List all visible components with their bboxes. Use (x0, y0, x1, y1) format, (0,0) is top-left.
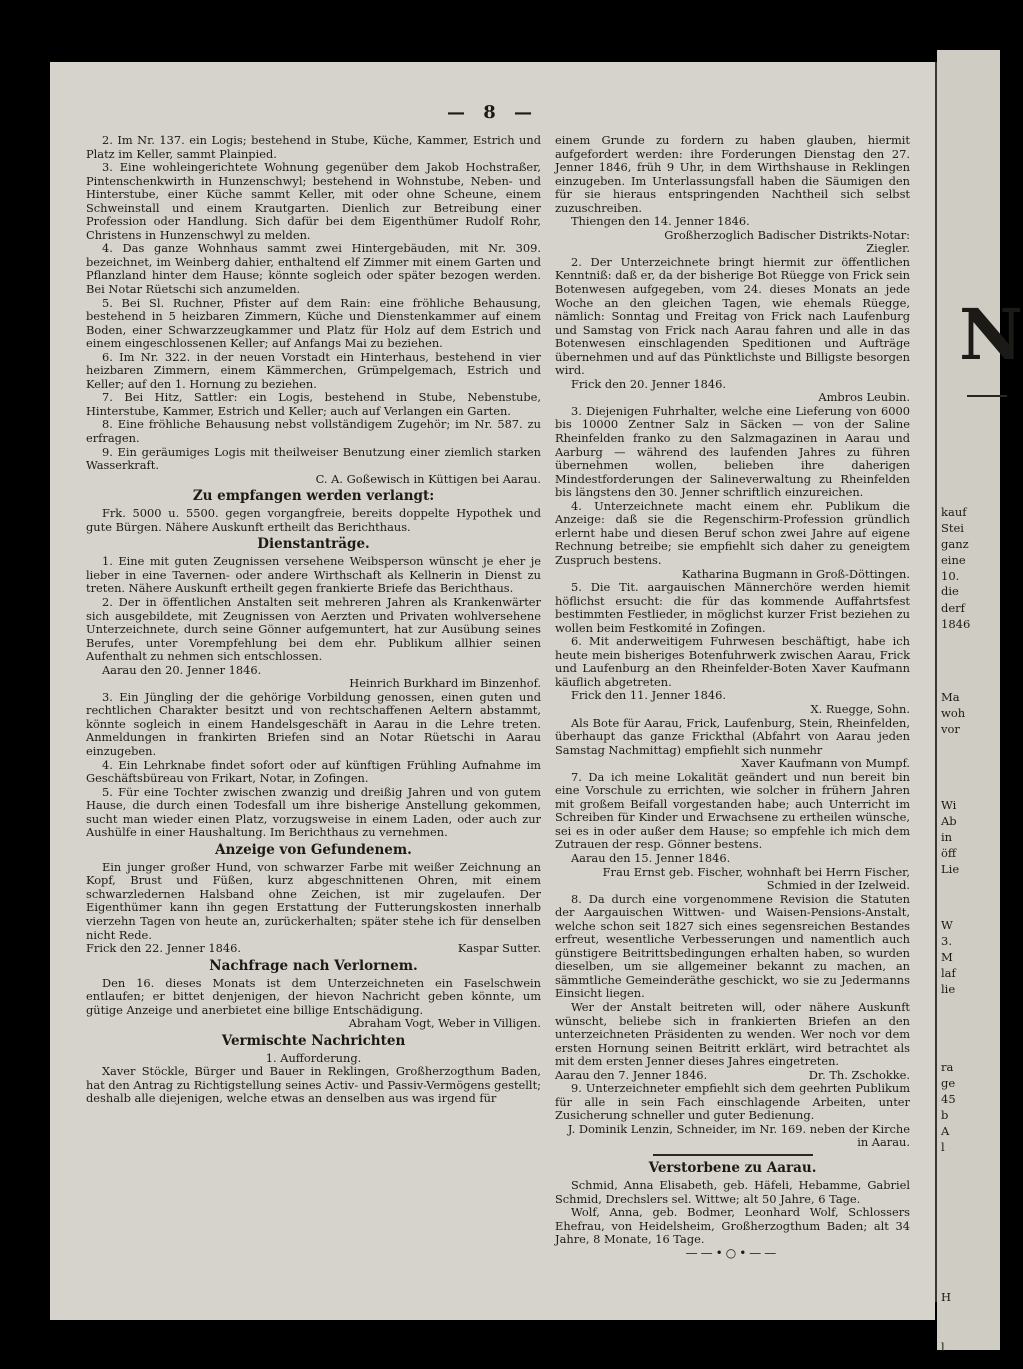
signature: Katharina Bugmann in Groß-Döttingen. (681, 566, 910, 581)
paragraph: Frick den 20. Jenner 1846. (570, 376, 726, 391)
adjacent-page-line: l (941, 1340, 945, 1354)
adjacent-page-line: ganz (941, 537, 969, 551)
paragraph: 1. Eine mit guten Zeugnissen versehene Weibsperson wünscht je eher je lieber in eine Tavernen- oder andere Wirthschaft als Kellnerin in Dienst zu treten. Nähere Auskunft ertheilt gegen frankierte Briefe das Berichthaus. (86, 554, 541, 596)
signature: Xaver Kaufmann von Mumpf. (741, 756, 910, 771)
adjacent-page-line: l (941, 1140, 945, 1154)
paragraph: Aarau den 15. Jenner 1846. (570, 850, 731, 865)
paragraph: Wolf, Anna, geb. Bodmer, Leonhard Wolf, Schlossers Ehefrau, von Heidelsheim, Großherzogthum Baden; alt 34 Jahre, 8 Monate, 16 Tage. (555, 1205, 910, 1247)
section-heading: Zu empfangen werden verlangt: (192, 488, 435, 505)
paragraph: 5. Bei Sl. Ruchner, Pfister auf dem Rain: eine fröhliche Behausung, bestehend in 5 heizbaren Zimmern, Küche und Dienstenkammer auf einem Boden, einer Schwarzzeugkammer und Platz für Holz auf dem Estrich und einem eingeschlossenen Keller; auf Anfangs Mai zu beziehen. (86, 295, 541, 351)
paragraph: Xaver Stöckle, Bürger und Bauer in Reklingen, Großherzogthum Baden, hat den Antrag zu Richtigstellung seines Activ- und Passiv-Vermögens gestellt; deshalb alle diejenigen, welche etwas an denselben aus was irgend für (86, 1064, 541, 1106)
signature: Dr. Th. Zschokke. (808, 1067, 910, 1082)
date-signature-line (86, 942, 541, 956)
dateline: Frick den 22. Jenner 1846. (86, 941, 242, 956)
adjacent-page-line: b (941, 1108, 949, 1122)
adjacent-page-line: Ma (941, 690, 960, 704)
paragraph: Ein junger großer Hund, von schwarzer Farbe mit weißer Zeichnung an Kopf, Brust und Füßen, kurz abgeschnittenen Ohren, mit einem schwarzledernen Halsband ohne Zeichen, ist mir zugelaufen. Der Eigenthümer kann ihn gegen Erstattung der Futterungskosten innerhalb vierzehn Tagen von heute an, zurückerhalten; später stehe ich für denselben nicht Rede. (86, 859, 541, 942)
adjacent-page-line: W (941, 918, 953, 932)
adjacent-page-line: Lie (941, 862, 960, 876)
adjacent-page-line: die (941, 584, 959, 598)
section-heading: Verstorbene zu Aarau. (648, 1160, 817, 1177)
section-heading: Anzeige von Gefundenem. (215, 841, 412, 858)
signature: Großherzoglich Badischer Distrikts-Notar: (664, 227, 910, 242)
left-column (86, 134, 541, 1106)
adjacent-page-line: Stei (941, 521, 964, 535)
section-heading: Dienstanträge. (257, 536, 370, 553)
adjacent-page-line: Wi (941, 798, 957, 812)
newspaper-page (50, 62, 935, 1320)
adjacent-page-line: in (941, 830, 953, 844)
adjacent-page-line: H (941, 1290, 952, 1304)
paragraph: 7. Bei Hitz, Sattler: ein Logis, bestehend in Stube, Nebenstube, Hinterstube, Kammer, Estrich und Keller; auch auf Verlangen ein Garten. (86, 390, 541, 418)
paragraph-continued: einem Grunde zu fordern zu haben glauben, hiermit aufgefordert werden: ihre Forderungen Dienstag den 27. Jenner 1846, früh 9 Uhr, in dem Wirthshause in Reklingen einzugeben. Im Unterlassungsfall haben die Säumigen den für sie hieraus entspringenden Nachtheil sich selbst zuzuschreiben. (555, 133, 910, 215)
adjacent-page-line: öff (941, 846, 957, 860)
section-heading: Vermischte Nachrichten (221, 1032, 406, 1049)
paragraph: 3. Ein Jüngling der die gehörige Vorbildung genossen, einen guten und rechtlichen Charakter besitzt und von rechtschaffenen Aeltern abstammt, könnte sogleich in einem Handelsgeschäft in Aarau in die Lehre treten. Anmeldungen in frankirten Briefen sind an Notar Rüetschi in Aarau einzugeben. (86, 689, 541, 758)
paragraph: 2. Der Unterzeichnete bringt hiermit zur öffentlichen Kenntniß: daß er, da der bisherige Bot Rüegge von Frick sein Botenwesen aufgegeben, vom 24. dieses Monats an jede Woche an den gleichen Tagen, wie ehemals Rüegge, nämlich: Sonntag und Freitag von Frick nach Laufenburg und Samstag von Frick nach Aarau fahren und alle in das Botenwesen einschlagenden Speditionen und Aufträge übernehmen und auf das Pünktlichste und Billigste besorgen wird. (555, 254, 910, 378)
paragraph: Frick den 11. Jenner 1846. (570, 688, 726, 703)
signature: Heinrich Burkhard im Binzenhof. (349, 676, 541, 691)
paragraph: 3. Diejenigen Fuhrhalter, welche eine Lieferung von 6000 bis 10000 Zentner Salz in Säcken — von der Saline Rheinfelden franko zu den Salzmagazinen in Aarau und Aarburg — während des laufenden Jahres zu führen übernehmen wollen, belieben ihre daherigen Mindestforderungen der Salineverwaltung zu Rheinfelden bis längstens den 30. Jenner schriftlich einzureichen. (555, 403, 910, 500)
signature: J. Dominik Lenzin, Schneider, im Nr. 169. neben der Kirche in Aarau. (567, 1121, 910, 1150)
adjacent-page-line: eine (941, 553, 966, 567)
paragraph: Als Bote für Aarau, Frick, Laufenburg, Stein, Rheinfelden, überhaupt das ganze Frickthal (Abfahrt von Aarau jeden Samstag Nachmittag) empfiehlt sich nunmehr (555, 715, 910, 757)
page-number: — 8 — (446, 102, 539, 123)
paragraph: 7. Da ich meine Lokalität geändert und nun bereit bin eine Vorschule zu errichten, wie solcher in frühern Jahren mit großem Beifall vorgestanden habe; auch Unterricht im Schreiben für Kinder und Erwachsene zu ertheilen wünsche, sei es in oder außer dem Hause; so empfehle ich mich dem Zutrauen der resp. Gönner bestens. (555, 769, 910, 852)
paragraph: 4. Das ganze Wohnhaus sammt zwei Hintergebäuden, mit Nr. 309. bezeichnet, im Weinberg dahier, enthaltend elf Zimmer mit einem Garten und Pflanzland hinter dem Hause; könnte sogleich oder später bezogen werden. Bei Notar Rüetschi sich anzumelden. (86, 241, 541, 297)
closing-ornament: ——•○•—— (685, 1245, 780, 1260)
paragraph: 8. Da durch eine vorgenommene Revision die Statuten der Aargauischen Wittwen- und Waisen-Pensions-Anstalt, welche schon seit 1827 sich eines segensreichen Bestandes erfreut, wesentliche Verbesserungen und namentlich auch günstigere Beitrittsbedingungen erhalten haben, so wurden dieselben, um sie allgemeiner bekannt zu machen, an sämmtliche Gemeinderäthe geschickt, wo sie zu Jedermanns Einsicht liegen. (555, 891, 910, 1001)
paragraph: Frk. 5000 u. 5500. gegen vorgangfreie, bereits doppelte Hypothek und gute Bürgen. Nähere Auskunft ertheilt das Berichthaus. (86, 506, 541, 534)
paragraph: 4. Unterzeichnete macht einem ehr. Publikum die Anzeige: daß sie die Regenschirm-Profession gründlich erlernt habe und diesen Beruf schon zwei Jahre auf eigene Rechnung betreibe; sie empfiehlt sich daher zu geneigtem Zuspruch bestens. (555, 498, 910, 567)
adjacent-page-line: woh (941, 706, 966, 720)
signature: Kaspar Sutter. (457, 941, 541, 956)
adjacent-page-line: vor (941, 722, 960, 736)
adjacent-page-line: A (941, 1124, 950, 1138)
section-heading: Nachfrage nach Verlornem. (209, 957, 418, 974)
paragraph: 8. Eine fröhliche Behausung nebst vollständigem Zugehör; im Nr. 587. zu erfragen. (86, 417, 541, 446)
paragraph: Aarau den 20. Jenner 1846. (101, 662, 262, 677)
section-divider (653, 1154, 813, 1156)
adjacent-page-line: 10. (941, 569, 960, 583)
paragraph: 6. Mit anderweitigem Fuhrwesen beschäftigt, habe ich heute mein bisheriges Botenfuhrwerk zwischen Aarau, Frick und Laufenburg an den Rheinfelder-Boten Xaver Kaufmann käuflich abgetreten. (555, 634, 910, 689)
adjacent-page-line: 3. (941, 934, 952, 948)
signature: Ziegler. (866, 241, 910, 256)
paragraph: Thiengen den 14. Jenner 1846. (570, 214, 750, 229)
adjacent-page-rule (967, 395, 1007, 397)
adjacent-page-fragment (937, 50, 1023, 1354)
signature: Frau Ernst geb. Fischer, wohnhaft bei Herrn Fischer, Schmied in der Izelweid. (602, 864, 910, 893)
dateline: Aarau den 7. Jenner 1846. (555, 1067, 708, 1082)
signature: X. Ruegge, Sohn. (810, 701, 910, 716)
adjacent-page-line: ge (941, 1076, 956, 1090)
adjacent-page-line: kauf (941, 505, 967, 519)
date-signature-line (555, 1069, 910, 1083)
paragraph: Schmid, Anna Elisabeth, geb. Häfeli, Hebamme, Gabriel Schmid, Drechslers sel. Wittwe; alt 50 Jahre, 6 Tage. (555, 1178, 910, 1206)
paragraph: Wer der Anstalt beitreten will, oder nähere Auskunft wünscht, beliebe sich in frankierten Briefen an den unterzeichneten Präsidenten zu wenden. Wer noch vor dem ersten Hornung seinen Beitritt erklärt, wird betrachtet als mit dem ersten Jenner dieses Jahres eingetreten. (555, 1000, 910, 1069)
adjacent-page-line: lie (941, 982, 956, 996)
paragraph: 5. Für eine Tochter zwischen zwanzig und dreißig Jahren und von gutem Hause, die durch einen Todesfall um ihre bisherige Anstellung gekommen, sucht man wieder einen Platz, vorzugsweise in einem Laden, oder auch zur Aushülfe in einer Haushaltung. Im Berichthaus zu vernehmen. (86, 784, 541, 840)
adjacent-page-masthead-letter: N (959, 293, 1023, 376)
adjacent-page-line: ra (941, 1060, 954, 1074)
paragraph: 3. Eine wohleingerichtete Wohnung gegenüber dem Jakob Hochstraßer, Pintenschenkwirth in Hunzenschwyl; bestehend in Wohnstube, Neben- und Hinterstube, einer Küche sammt Keller, mit oder ohne Scheune, einem Schweinstall und einem Krautgarten. Dienlich zur Betreibung einer Profession oder Handlung. Sich dafür bei dem Eigenthümer Rudolf Rohr, Christens in Hunzenschwyl zu melden. (86, 160, 541, 242)
paragraph: 4. Ein Lehrknabe findet sofort oder auf künftigen Frühling Aufnahme im Geschäftsbüreau von Frikart, Notar, in Zofingen. (86, 757, 541, 786)
adjacent-page-line: 1846 (941, 617, 971, 631)
adjacent-page-line: M (941, 950, 953, 964)
adjacent-page-line: derf (941, 601, 965, 615)
signature: Abraham Vogt, Weber in Villigen. (348, 1016, 541, 1031)
adjacent-page-line: laf (941, 966, 956, 980)
signature: Ambros Leubin. (818, 390, 910, 405)
adjacent-page-line: 45 (941, 1092, 956, 1106)
right-column (555, 134, 910, 1260)
paragraph: 2. Im Nr. 137. ein Logis; bestehend in Stube, Küche, Kammer, Estrich und Platz im Keller, sammt Plainpied. (86, 133, 541, 161)
paragraph: 5. Die Tit. aargauischen Männerchöre werden hiemit höflichst ersucht: die für das kommende Auffahrtsfest bestimmten Festlieder, in möglichst kurzer Frist beziehen zu wollen beim Festkomité in Zofingen. (555, 580, 910, 635)
adjacent-page-line: Ab (941, 814, 957, 828)
paragraph: Den 16. dieses Monats ist dem Unterzeichneten ein Faselschwein entlaufen; er bittet denjenigen, der hievon Nachricht geben könnte, um gütige Anzeige und anerbietet eine billige Entschädigung. (86, 975, 541, 1017)
paragraph: 9. Unterzeichneter empfiehlt sich dem geehrten Publikum für alle in sein Fach einschlagende Arbeiten, unter Zusicherung schneller und guter Bedienung. (555, 1081, 910, 1123)
signature: C. A. Goßewisch in Küttigen bei Aarau. (315, 471, 541, 486)
notice-title: 1. Aufforderung. (265, 1050, 362, 1065)
paragraph: 9. Ein geräumiges Logis mit theilweiser Benutzung einer ziemlich starken Wasserkraft. (86, 444, 541, 473)
paragraph: 2. Der in öffentlichen Anstalten seit mehreren Jahren als Krankenwärter sich ausgebildete, mit Zeugnissen von Aerzten und Privaten wohlversehene Unterzeichnete, durch seine Gönner aufgemuntert, hat zur Ausübung seines Berufes, unter Vorempfehlung bei dem ehr. Publikum allhier seinen Aufenthalt zu nehmen sich entschlossen. (86, 594, 541, 664)
paragraph: 6. Im Nr. 322. in der neuen Vorstadt ein Hinterhaus, bestehend in vier heizbaren Zimmern, einem Kämmerchen, Grümpelgemach, Estrich und Keller; auf den 1. Hornung zu beziehen. (86, 349, 541, 391)
